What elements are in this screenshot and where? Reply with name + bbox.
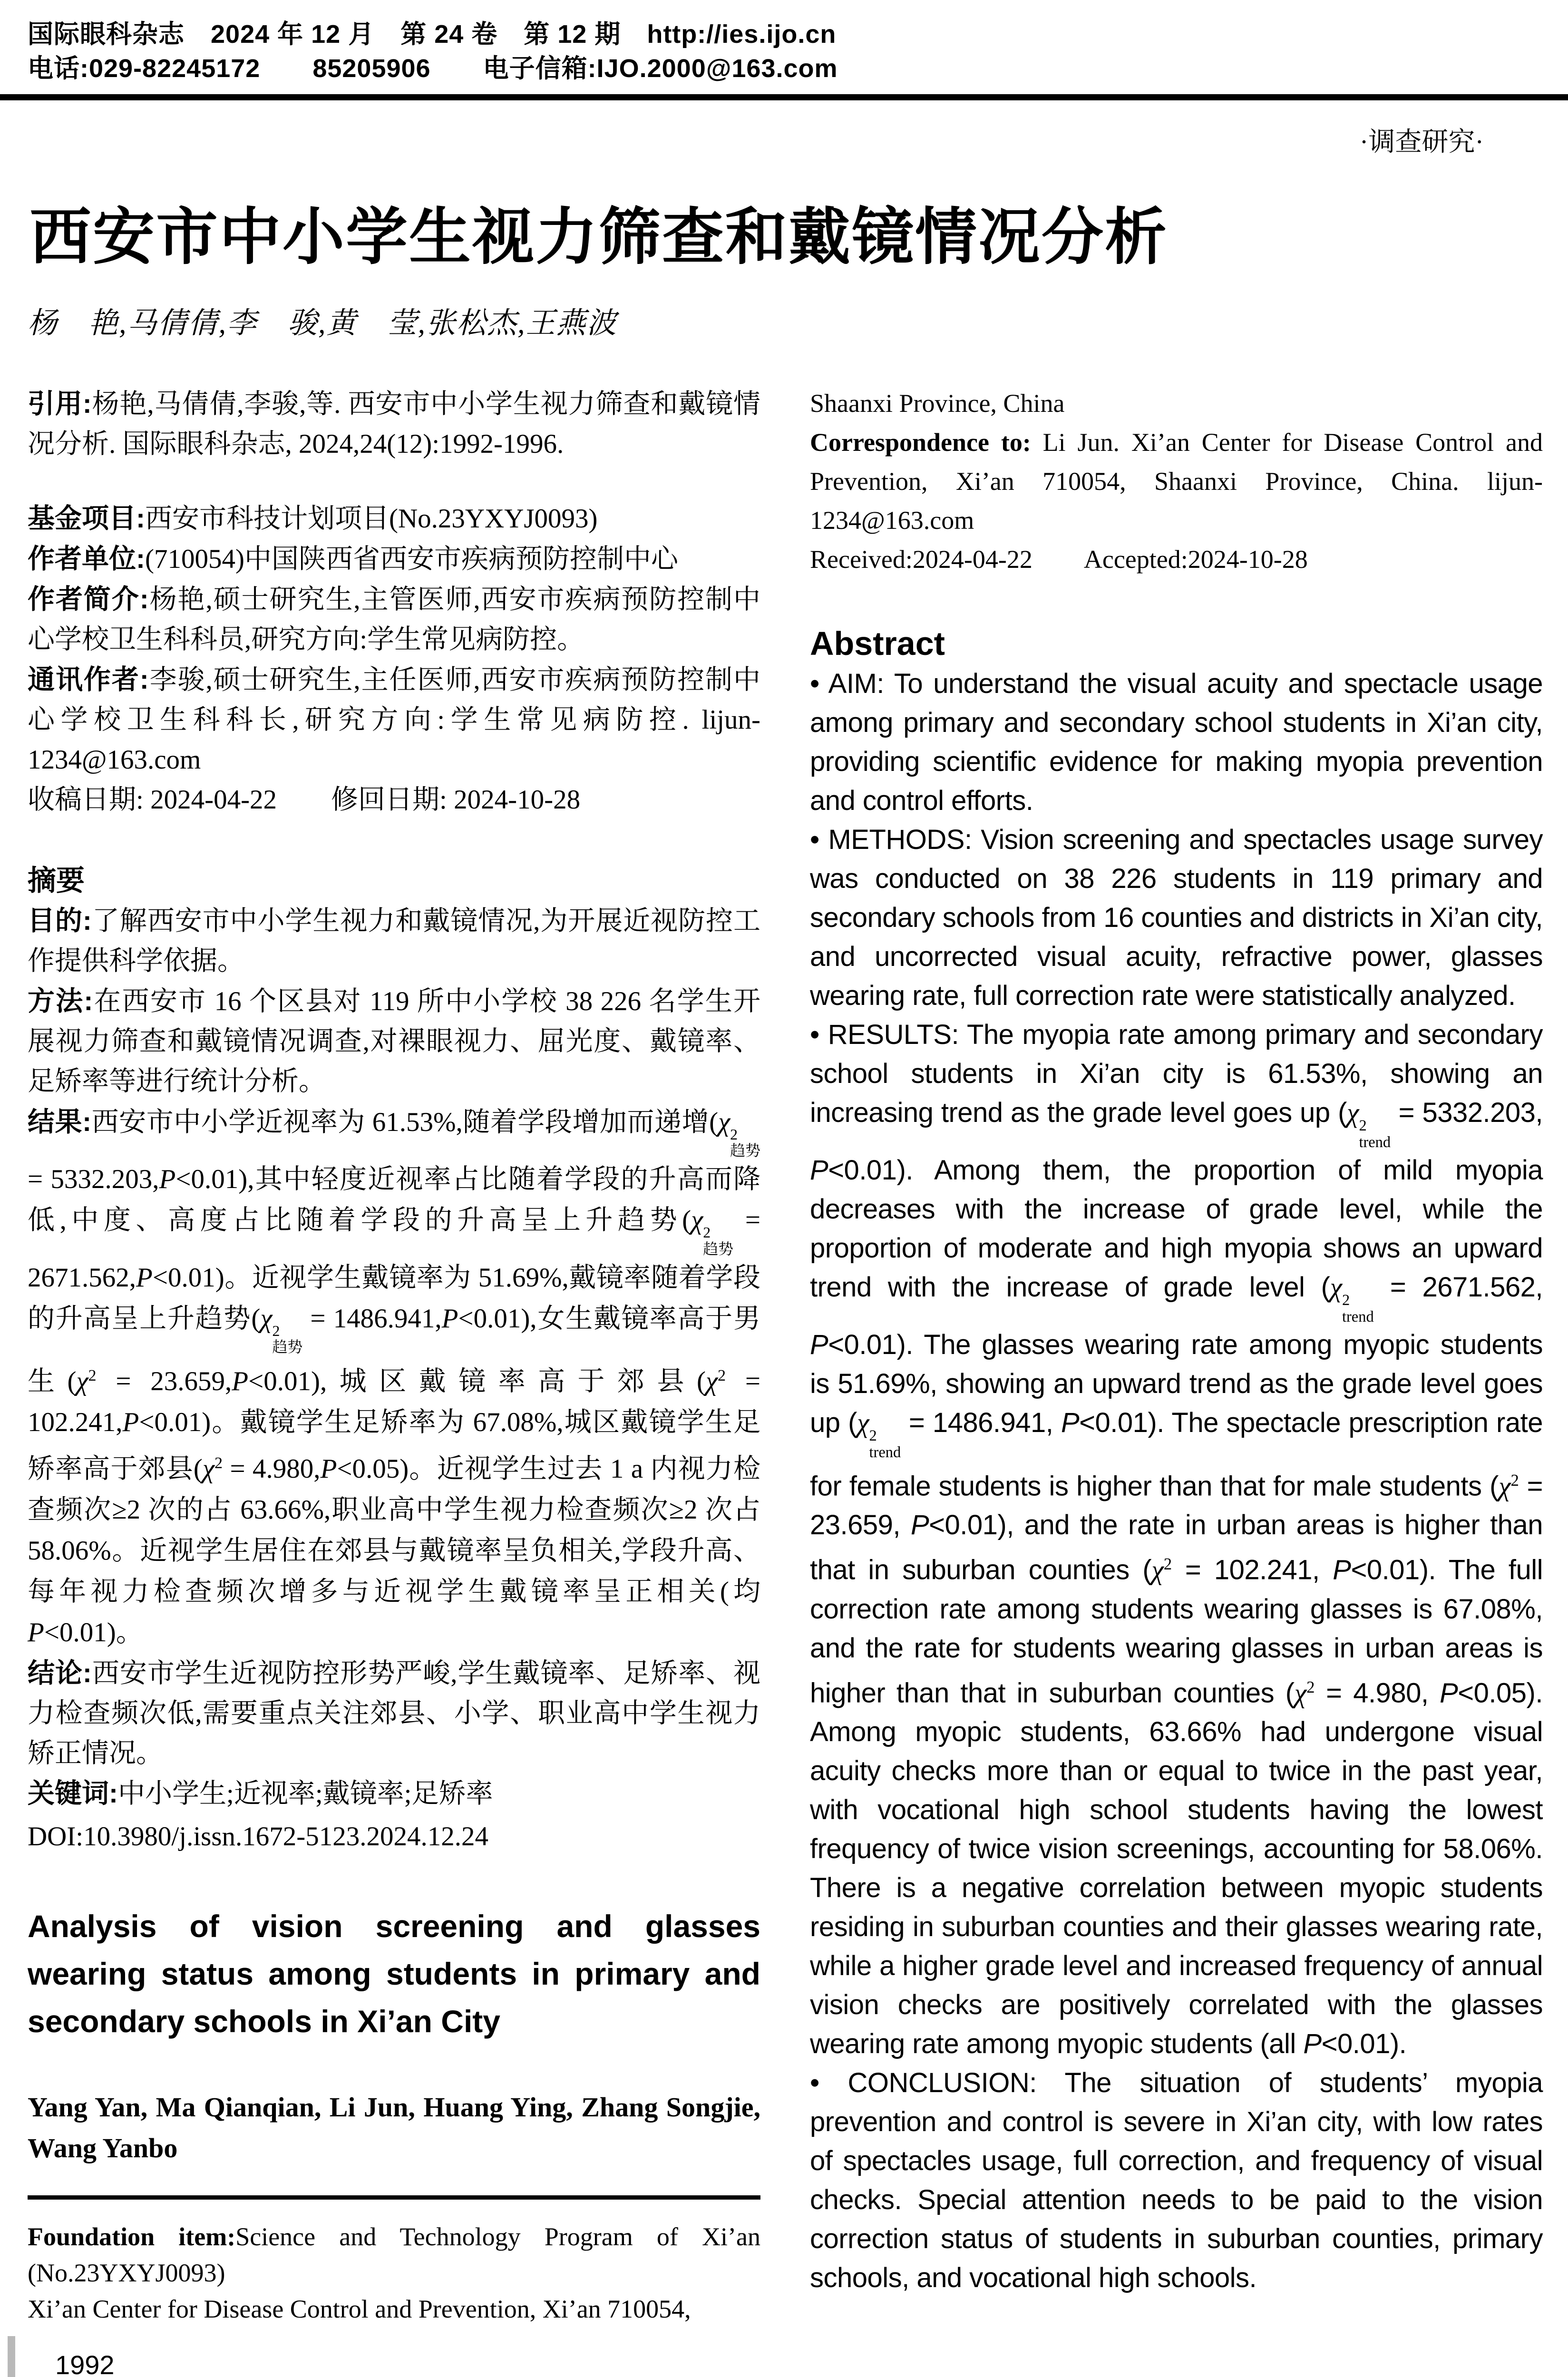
chi-square-symbol: χ 2 trend: [1330, 1272, 1374, 1325]
corresponding-author-paragraph: 通讯作者:李骏,硕士研究生,主任医师,西安市疾病预防控制中心学校卫生科科长,研究方向:学生常见病防控. lijun-1234@163.com: [28, 664, 760, 775]
conclusion-paragraph-en: • CONCLUSION: The situation of students’ myopia prevention and control is severe in Xi’an city, with low rates of spectacles usage, full correction, and frequency of visual checks. Special attention needs to be paid to the vision correction status of students in suburban counties, primary schools, and vocational high schools.: [810, 2067, 1543, 2294]
chi-square-symbol: $\chi^2$: [1294, 1677, 1315, 1709]
correspondence-paragraph: Correspondence to: Li Jun. Xi’an Center for Disease Control and Prevention, Xi’an 710054, Shaanxi Province, China. lijun-1234@163.com: [810, 428, 1543, 535]
chi-square-symbol: χ 2 趋势: [718, 1107, 760, 1159]
abstract-heading-cn: 摘要: [28, 865, 85, 896]
received-accepted-line: Received:2024-04-22 Accepted:2024-10-28: [810, 545, 1308, 574]
fund-item-paragraph: 基金项目:西安市科技计划项目(No.23YXYJ0093): [28, 503, 598, 534]
chi-square-symbol: χ 2 trend: [1346, 1097, 1391, 1151]
affiliation-paragraph: 作者单位:(710054)中国陕西省西安市疾病预防控制中心: [28, 544, 678, 574]
scan-edge-artifact: [8, 2336, 15, 2377]
aim-paragraph-en: • AIM: To understand the visual acuity and spectacle usage among primary and secondary school students in Xi’an city, providing scientific evidence for making myopia prevention and control efforts.: [810, 668, 1543, 816]
citation-paragraph: 引用:杨艳,马倩倩,李骏,等. 西安市中小学生视力筛查和戴镜情况分析. 国际眼科杂志, 2024,24(12):1992-1996.: [28, 389, 761, 459]
objective-paragraph-cn: 目的:了解西安市中小学生视力和戴镜情况,为开展近视防控工作提供科学依据。: [28, 906, 760, 976]
abstract-heading-en: Abstract: [810, 625, 945, 662]
received-revised-dates-line: 收稿日期: 2024-04-22 修回日期: 2024-10-28: [28, 785, 581, 815]
results-paragraph-cn: 结果:西安市中小学近视率为 61.53%,随着学段增加而递增(χ 2 趋势 = 5332.203,P<0.01),其中轻度近视率占比随着学段的升高而降低,中度、高度占比随着学段的升高呈上升趋势(χ 2 趋势 = 2671.562,P<0.01)。近视学生戴镜率为 51.69%,戴镜率随着学段的升高呈上升趋势(χ 2 趋势 = 1486.941,P<0.01),女生戴镜率高于男生$(\chi^2 = 23.659,P<0.01)$,城区戴镜率高于郊县$(\chi^2 = 102.241,P<0.01)$。戴镜学生足矫率为 67.08%,城区戴镜学生足矫率高于郊县$(\chi^2 = 4.980,P<0.05)$。近视学生过去 1 a 内视力检查频次≥2 次的占 63.66%,职业高中学生视力检查频次≥2 次占 58.06%。近视学生居住在郊县与戴镜率呈负相关,学段升高、每年视力检查频次增多与近视学生戴镜率呈正相关(均 P<0.01)。: [28, 1101, 760, 1653]
header-rule: [0, 94, 1568, 100]
masthead-line-journal: 国际眼科杂志 2024 年 12 月 第 24 卷 第 12 期 http://ies.ijo.cn: [28, 20, 837, 49]
results-paragraph-en: • RESULTS: The myopia rate among primary and secondary school students in Xi’an city is 61.53%, showing an increasing trend as the grade level goes up (χ 2 trend = 5332.203, P<0.01). Among them, the proportion of mild myopia decreases with the increase of grade level, while the proportion of moderate and high myopia shows an upward trend with the increase of grade level (χ 2 trend = 2671.562, P<0.01). The glasses wearing rate among myopic students is 51.69%, showing an upward trend as the grade level goes up (χ 2 trend = 1486.941, P<0.01). The spectacle prescription rate for female students is higher than that for male students ($\chi^2 = 23.659$, P<0.01), and the rate in urban areas is higher than that in suburban counties ($\chi^2 = 102.241$, P<0.01). The full correction rate among students wearing glasses is 67.08%, and the rate for students wearing glasses in urban areas is higher than that in suburban counties ($\chi^2 = 4.980$, P<0.05). Among myopic students, 63.66% had undergone visual acuity checks more than or equal to twice in the past year, with vocational high school students having the lowest frequency of twice vision screenings, accounting for 58.06%. There is a negative correlation between myopic students residing in suburban counties and their glasses wearing rate, while a higher grade level and increased frequency of annual vision checks are positively correlated with the glasses wearing rate among myopic students (all P<0.01).: [810, 1019, 1543, 2060]
chi-square-symbol: $\chi^2$: [76, 1366, 97, 1397]
methods-paragraph-en: • METHODS: Vision screening and spectacles usage survey was conducted on 38 226 students in 119 primary and secondary schools from 16 counties and districts in Xi’an city, and uncorrected visual acuity, refractive power, glasses wearing rate, full correction rate were statistically analyzed.: [810, 824, 1543, 1011]
chi-square-symbol: $\chi^2$: [705, 1366, 726, 1397]
chi-square-symbol: $\chi^2$: [1151, 1554, 1172, 1586]
footnote-rule: [28, 2195, 760, 2200]
author-bio-paragraph: 作者简介:杨艳,硕士研究生,主管医师,西安市疾病预防控制中心学校卫生科科员,研究方向:学生常见病防控。: [28, 584, 760, 654]
authors-en: Yang Yan, Ma Qianqian, Li Jun, Huang Ying, Zhang Songjie, Wang Yanbo: [28, 2092, 760, 2164]
right-column: [810, 384, 1543, 2377]
affiliation-en-continuation-line: Shaanxi Province, China: [810, 389, 1065, 418]
journal-masthead: [28, 17, 1543, 86]
chi-square-symbol: $\chi^2$: [1499, 1471, 1519, 1502]
masthead-line-contact: 电话:029-82245172 85205906 电子信箱:IJO.2000@163.com: [28, 54, 838, 83]
page-number: 1992: [55, 2350, 115, 2377]
conclusion-paragraph-cn: 结论:西安市学生近视防控形势严峻,学生戴镜率、足矫率、视力检查频次低,需要重点关注郊县、小学、职业高中学生视力矫正情况。: [28, 1658, 760, 1769]
article-type-label: ·调查研究·: [1359, 127, 1484, 157]
foundation-item-paragraph: Foundation item:Science and Technology Program of Xi’an (No.23YXYJ0093): [28, 2222, 760, 2288]
chi-square-symbol: χ 2 trend: [857, 1407, 901, 1461]
keywords-paragraph: 关键词:中小学生;近视率;戴镜率;足矫率: [28, 1778, 493, 1809]
chi-square-symbol: χ 2 趋势: [260, 1303, 303, 1355]
doi-line: DOI:10.3980/j.issn.1672-5123.2024.12.24: [28, 1822, 488, 1852]
article-title-cn: 西安市中小学生视力筛查和戴镜情况分析: [29, 204, 1169, 272]
affiliation-en-line: Xi’an Center for Disease Control and Prevention, Xi’an 710054,: [28, 2295, 691, 2324]
left-column: [28, 384, 760, 2377]
chi-square-symbol: χ 2 趋势: [691, 1205, 734, 1257]
article-title-en: Analysis of vision screening and glasses wearing status among students in primary and secondary schools in Xi’an City: [28, 1909, 760, 2039]
authors-cn: 杨 艳,马倩倩,李 骏,黄 莹,张松杰,王燕波: [28, 307, 617, 340]
methods-paragraph-cn: 方法:在西安市 16 个区县对 119 所中小学校 38 226 名学生开展视力筛查和戴镜情况调查,对裸眼视力、屈光度、戴镜率、足矫率等进行统计分析。: [28, 986, 761, 1096]
chi-square-symbol: $\chi^2$: [202, 1454, 223, 1484]
two-column-body: [28, 384, 1543, 2377]
